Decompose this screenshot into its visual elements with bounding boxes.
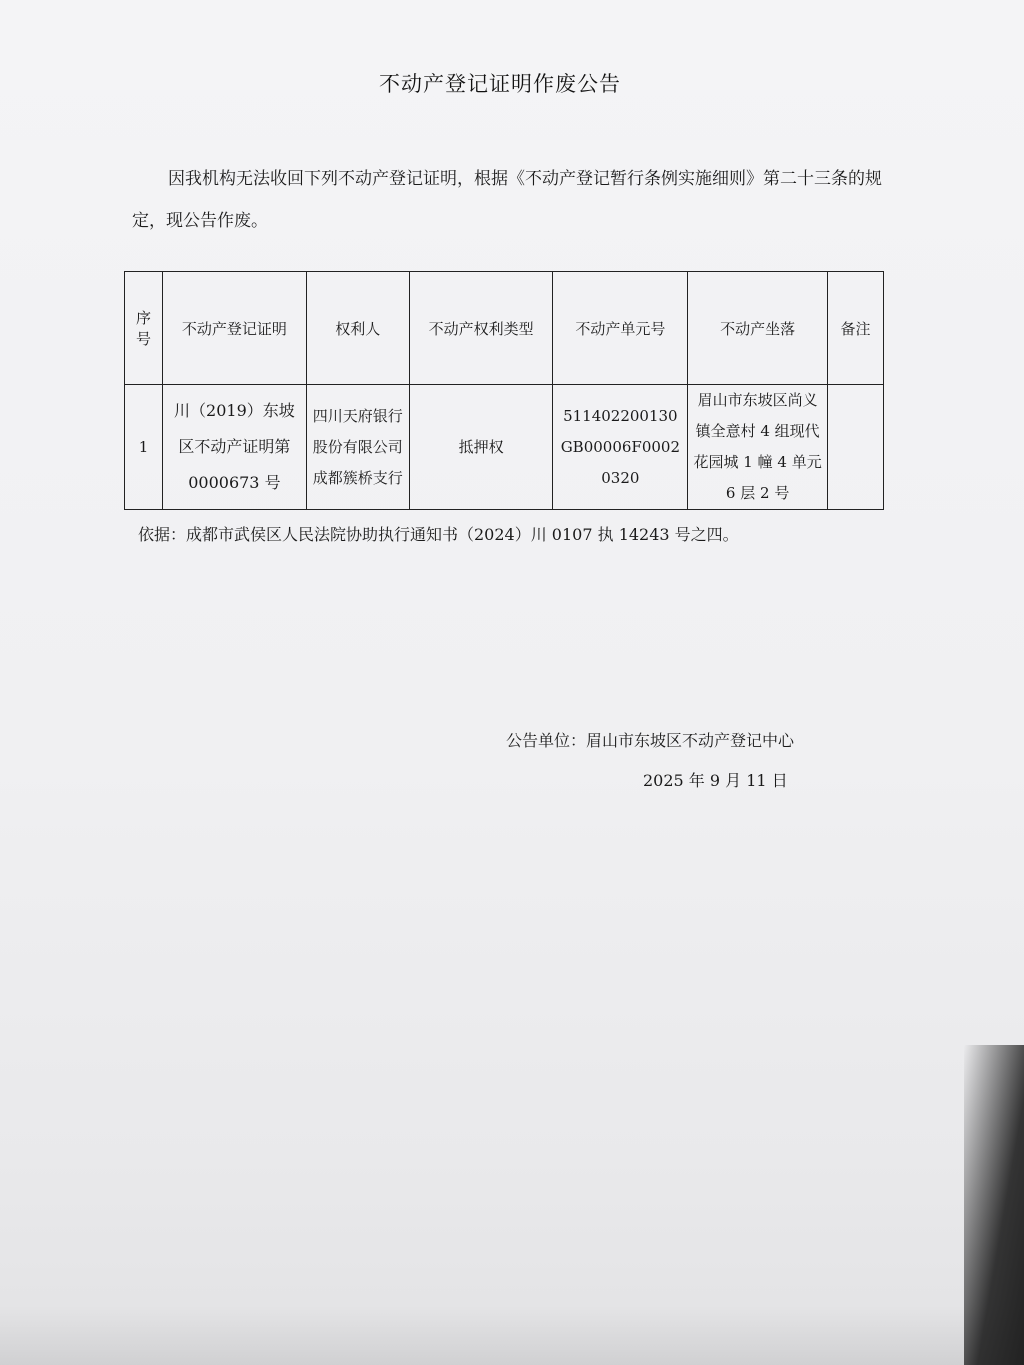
cell-unit-number: 511402200130GB00006F00020320 [553, 385, 688, 510]
issue-date: 2025 年 9 月 11 日 [643, 771, 788, 790]
table-row [125, 385, 884, 510]
table-header-row [125, 272, 884, 385]
announcement-paragraph: 因我机构无法收回下列不动产登记证明，根据《不动产登记暂行条例实施细则》第二十三条的规定，现公告作废。 [132, 169, 882, 231]
cell-right-type: 抵押权 [409, 385, 553, 510]
page-title: 不动产登记证明作废公告 [379, 72, 621, 96]
header-cell-right-type: 不动产权利类型 [409, 272, 553, 385]
paper-bottom-shadow [0, 1305, 1024, 1365]
header-cell-certificate: 不动产登记证明 [162, 272, 306, 385]
cell-right-holder: 四川天府银行股份有限公司成都簇桥支行 [306, 385, 409, 510]
cell-remarks [828, 385, 884, 510]
header-cell-right-holder: 权利人 [306, 272, 409, 385]
cell-index: 1 [125, 385, 163, 510]
header-cell-index: 序号 [125, 272, 163, 385]
certificate-table [124, 271, 884, 510]
cell-location: 眉山市东坡区尚义镇全意村 4 组现代花园城 1 幢 4 单元 6 层 2 号 [688, 385, 828, 510]
cell-certificate: 川（2019）东坡区不动产证明第 0000673 号 [162, 385, 306, 510]
issuer-line: 公告单位：眉山市东坡区不动产登记中心 [506, 731, 795, 750]
header-cell-remarks: 备注 [828, 272, 884, 385]
header-cell-unit-number: 不动产单元号 [553, 272, 688, 385]
header-cell-location: 不动产坐落 [688, 272, 828, 385]
basis-note: 依据：成都市武侯区人民法院协助执行通知书（2024）川 0107 执 14243 号之四。 [138, 525, 739, 544]
background-corner [964, 1045, 1024, 1365]
